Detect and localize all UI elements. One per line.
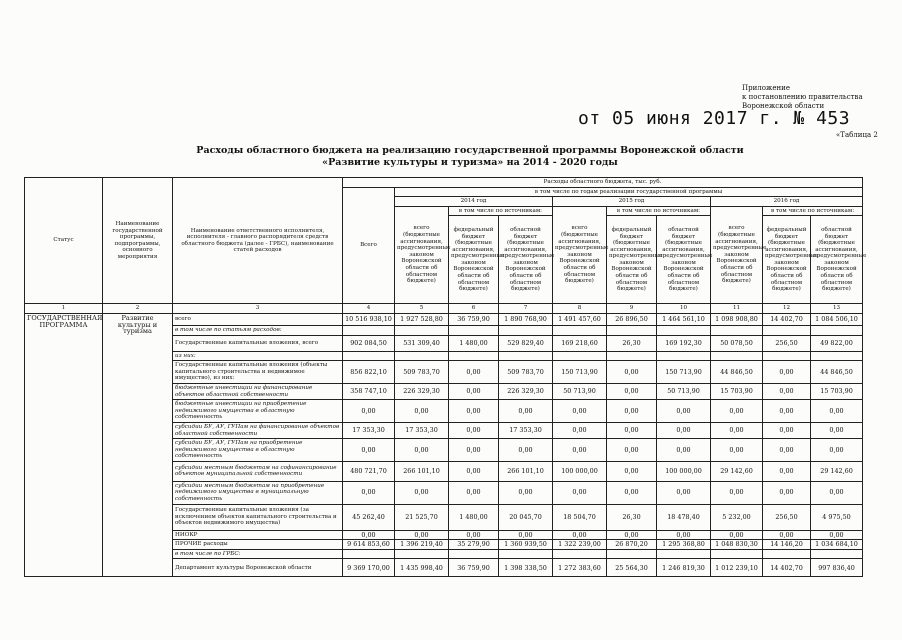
col-header-federal: федеральный бюджет (бюджетные ассигнования, предусмотренные законом Воронежской области об областном бюджете) <box>763 216 811 304</box>
value-cell: 0,00 <box>499 400 553 423</box>
value-cell: 0,00 <box>553 422 607 438</box>
value-cell: 15 703,90 <box>711 383 763 399</box>
value-cell: 26,30 <box>607 335 657 351</box>
expenses-table <box>24 177 867 577</box>
value-cell <box>343 549 395 559</box>
value-cell: 14 402,70 <box>763 313 811 325</box>
value-cell <box>499 325 553 335</box>
value-cell: 0,00 <box>607 439 657 462</box>
row-label: в том числе по ГРБС: <box>173 549 343 559</box>
col-header-regional: областной бюджет (бюджетные ассигнования, предусмотренные законом Воронежской области об областном бюджете) <box>811 216 863 304</box>
value-cell: 256,50 <box>763 335 811 351</box>
row-label: субсидии местным бюджетам на софинансирование объектов муниципальной собственности <box>173 461 343 481</box>
value-cell <box>811 549 863 559</box>
value-cell: 856 822,10 <box>343 361 395 384</box>
value-cell: 0,00 <box>763 439 811 462</box>
value-cell: 169 192,30 <box>657 335 711 351</box>
value-cell <box>657 549 711 559</box>
value-cell: 1 360 939,50 <box>499 540 553 550</box>
col-header-expenses: Расходы областного бюджета, тыс. руб. <box>343 178 863 188</box>
value-cell <box>811 351 863 361</box>
value-cell: 1 435 998,40 <box>395 559 449 577</box>
value-cell <box>343 351 395 361</box>
value-cell: 0,00 <box>395 481 449 504</box>
appendix-line: к постановлению правительства <box>742 93 863 101</box>
value-cell: 17 353,30 <box>499 422 553 438</box>
row-label: Государственные капитальные вложения (за исключением объектов капитального строительства и объектов недвижимого имущества) <box>173 504 343 530</box>
column-number: 12 <box>763 304 811 314</box>
value-cell: 0,00 <box>711 400 763 423</box>
value-cell: 1 491 457,60 <box>553 313 607 325</box>
col-header-executor: Наименование ответственного исполнителя, исполнителя - главного распорядителя средств областного бюджета (далее - ГРБС), наименование статей расходов <box>173 178 343 304</box>
value-cell: 18 504,70 <box>553 504 607 530</box>
col-header-by-sources: в том числе по источникам: <box>449 206 553 216</box>
value-cell: 44 846,50 <box>811 361 863 384</box>
value-cell: 0,00 <box>763 530 811 540</box>
value-cell: 0,00 <box>711 530 763 540</box>
column-number: 7 <box>499 304 553 314</box>
value-cell: 0,00 <box>449 383 499 399</box>
col-header-year-2015: 2015 год <box>553 197 711 207</box>
value-cell: 0,00 <box>553 439 607 462</box>
decree-date: от 05 июня 2017 г. № 453 <box>578 108 851 129</box>
column-number: 10 <box>657 304 711 314</box>
value-cell: 0,00 <box>395 400 449 423</box>
column-number: 5 <box>395 304 449 314</box>
value-cell: 17 353,30 <box>343 422 395 438</box>
value-cell: 0,00 <box>607 481 657 504</box>
value-cell: 5 232,00 <box>711 504 763 530</box>
value-cell: 50 078,50 <box>711 335 763 351</box>
col-header-regional: областной бюджет (бюджетные ассигнования, предусмотренные законом Воронежской области об областном бюджете) <box>657 216 711 304</box>
program-name: Развитие культуры и туризма <box>103 313 173 576</box>
column-number: 11 <box>711 304 763 314</box>
value-cell: 14 402,70 <box>763 559 811 577</box>
value-cell: 26 896,50 <box>607 313 657 325</box>
value-cell: 0,00 <box>449 481 499 504</box>
value-cell: 531 309,40 <box>395 335 449 351</box>
value-cell: 1 322 239,00 <box>553 540 607 550</box>
value-cell <box>607 549 657 559</box>
value-cell: 0,00 <box>607 361 657 384</box>
value-cell: 0,00 <box>811 530 863 540</box>
value-cell: 18 478,40 <box>657 504 711 530</box>
value-cell: 1 034 684,10 <box>811 540 863 550</box>
row-label: в том числе по статьям расходов: <box>173 325 343 335</box>
value-cell: 1 098 908,80 <box>711 313 763 325</box>
value-cell: 1 246 819,30 <box>657 559 711 577</box>
value-cell: 358 747,10 <box>343 383 395 399</box>
value-cell: 256,50 <box>763 504 811 530</box>
value-cell: 0,00 <box>711 439 763 462</box>
value-cell: 26,30 <box>607 504 657 530</box>
value-cell: 997 836,40 <box>811 559 863 577</box>
col-header-name: Наименование государственной программы, подпрограммы, основного мероприятия <box>103 178 173 304</box>
value-cell <box>607 351 657 361</box>
value-cell: 0,00 <box>763 422 811 438</box>
col-header-federal: федеральный бюджет (бюджетные ассигнования, предусмотренные законом Воронежской области об областном бюджете) <box>607 216 657 304</box>
value-cell <box>711 325 763 335</box>
col-header-by-sources: в том числе по источникам: <box>607 206 711 216</box>
value-cell: 0,00 <box>553 481 607 504</box>
value-cell: 0,00 <box>811 481 863 504</box>
value-cell: 150 713,90 <box>657 361 711 384</box>
value-cell <box>763 549 811 559</box>
value-cell: 100 000,00 <box>657 461 711 481</box>
column-number: 1 <box>25 304 103 314</box>
value-cell: 150 713,90 <box>553 361 607 384</box>
appendix-line: Приложение <box>742 84 790 92</box>
value-cell: 480 721,70 <box>343 461 395 481</box>
value-cell: 0,00 <box>657 400 711 423</box>
value-cell: 50 713,90 <box>657 383 711 399</box>
value-cell <box>449 351 499 361</box>
row-label: Департамент культуры Воронежской области <box>173 559 343 577</box>
value-cell: 0,00 <box>607 461 657 481</box>
value-cell <box>395 549 449 559</box>
value-cell <box>343 325 395 335</box>
value-cell: 169 218,60 <box>553 335 607 351</box>
value-cell: 1 048 830,30 <box>711 540 763 550</box>
value-cell: 26 870,20 <box>607 540 657 550</box>
value-cell: 17 353,30 <box>395 422 449 438</box>
col-header-year-2016: 2016 год <box>711 197 863 207</box>
value-cell <box>763 325 811 335</box>
value-cell: 1 480,00 <box>449 335 499 351</box>
value-cell: 1 012 239,10 <box>711 559 763 577</box>
value-cell <box>657 351 711 361</box>
value-cell: 0,00 <box>449 461 499 481</box>
col-header-regional: областной бюджет (бюджетные ассигнования, предусмотренные законом Воронежской области об областном бюджете) <box>499 216 553 304</box>
value-cell: 35 279,90 <box>449 540 499 550</box>
value-cell: 902 084,50 <box>343 335 395 351</box>
value-cell: 0,00 <box>343 481 395 504</box>
value-cell: 1 295 368,80 <box>657 540 711 550</box>
row-label: Государственные капитальные вложения, всего <box>173 335 343 351</box>
value-cell: 1 927 528,80 <box>395 313 449 325</box>
value-cell: 0,00 <box>711 481 763 504</box>
value-cell: 14 146,20 <box>763 540 811 550</box>
column-number: 13 <box>811 304 863 314</box>
value-cell: 29 142,60 <box>711 461 763 481</box>
value-cell: 226 329,30 <box>499 383 553 399</box>
row-label: бюджетные инвестиции на приобретение недвижимого имущества в областную собственность <box>173 400 343 423</box>
value-cell: 20 045,70 <box>499 504 553 530</box>
value-cell: 10 516 938,10 <box>343 313 395 325</box>
value-cell: 4 975,50 <box>811 504 863 530</box>
column-numbers-row <box>25 304 863 314</box>
value-cell <box>499 549 553 559</box>
value-cell: 0,00 <box>395 530 449 540</box>
title-line: Расходы областного бюджета на реализацию государственной программы Воронежской области <box>196 145 744 156</box>
value-cell: 45 262,40 <box>343 504 395 530</box>
value-cell: 0,00 <box>607 530 657 540</box>
value-cell: 0,00 <box>449 439 499 462</box>
value-cell: 0,00 <box>607 383 657 399</box>
value-cell: 509 783,70 <box>395 361 449 384</box>
value-cell: 0,00 <box>811 422 863 438</box>
col-header-total: Всего <box>343 187 395 304</box>
value-cell: 0,00 <box>607 400 657 423</box>
value-cell: 0,00 <box>763 400 811 423</box>
value-cell: 15 703,90 <box>811 383 863 399</box>
value-cell: 0,00 <box>449 361 499 384</box>
value-cell <box>449 325 499 335</box>
value-cell <box>607 325 657 335</box>
program-status: ГОСУДАРСТВЕННАЯ ПРОГРАММА <box>25 313 103 576</box>
column-number: 4 <box>343 304 395 314</box>
value-cell: 0,00 <box>343 530 395 540</box>
table-row <box>25 313 863 325</box>
row-label: НИОКР <box>173 530 343 540</box>
col-header-year-total: всего (бюджетные ассигнования, предусмотренные законом Воронежской области об областном бюджете) <box>553 206 607 304</box>
value-cell: 0,00 <box>607 422 657 438</box>
value-cell: 49 822,00 <box>811 335 863 351</box>
table-number: «Таблица 2 <box>836 131 878 139</box>
column-number: 8 <box>553 304 607 314</box>
value-cell: 1 890 768,90 <box>499 313 553 325</box>
value-cell <box>395 351 449 361</box>
col-header-federal: федеральный бюджет (бюджетные ассигнования, предусмотренные законом Воронежской области об областном бюджете) <box>449 216 499 304</box>
value-cell: 36 759,90 <box>449 313 499 325</box>
document-title <box>150 145 790 169</box>
value-cell: 226 329,30 <box>395 383 449 399</box>
value-cell: 0,00 <box>811 400 863 423</box>
value-cell: 36 759,90 <box>449 559 499 577</box>
value-cell: 9 614 853,60 <box>343 540 395 550</box>
value-cell: 0,00 <box>343 400 395 423</box>
value-cell <box>553 549 607 559</box>
value-cell: 0,00 <box>449 400 499 423</box>
value-cell: 1 084 506,10 <box>811 313 863 325</box>
column-number: 3 <box>173 304 343 314</box>
value-cell: 0,00 <box>499 481 553 504</box>
column-number: 2 <box>103 304 173 314</box>
row-label: субсидии местным бюджетам на приобретение недвижимого имущества в муниципальную собственность <box>173 481 343 504</box>
value-cell: 0,00 <box>763 461 811 481</box>
value-cell <box>657 325 711 335</box>
value-cell: 100 000,00 <box>553 461 607 481</box>
value-cell <box>395 325 449 335</box>
value-cell: 509 783,70 <box>499 361 553 384</box>
col-header-year-total: всего (бюджетные ассигнования, предусмотренные законом Воронежской области об областном бюджете) <box>711 206 763 304</box>
value-cell: 0,00 <box>763 481 811 504</box>
row-label: ПРОЧИЕ расходы <box>173 540 343 550</box>
value-cell: 1 464 561,10 <box>657 313 711 325</box>
value-cell: 0,00 <box>449 530 499 540</box>
appendix-note <box>742 84 892 111</box>
value-cell <box>553 325 607 335</box>
value-cell <box>763 351 811 361</box>
value-cell: 0,00 <box>553 530 607 540</box>
value-cell: 0,00 <box>657 439 711 462</box>
row-label: из них: <box>173 351 343 361</box>
value-cell: 0,00 <box>343 439 395 462</box>
value-cell: 266 101,10 <box>395 461 449 481</box>
value-cell: 1 398 338,50 <box>499 559 553 577</box>
value-cell: 0,00 <box>499 530 553 540</box>
value-cell: 0,00 <box>395 439 449 462</box>
value-cell <box>499 351 553 361</box>
row-label: субсидии БУ, АУ, ГУПам на финансирование объектов областной собственности <box>173 422 343 438</box>
value-cell <box>711 549 763 559</box>
value-cell: 1 396 219,40 <box>395 540 449 550</box>
appendix-line: Воронежской области <box>742 102 825 110</box>
value-cell: 0,00 <box>763 383 811 399</box>
value-cell: 0,00 <box>553 400 607 423</box>
value-cell: 44 846,50 <box>711 361 763 384</box>
value-cell: 0,00 <box>711 422 763 438</box>
title-line: «Развитие культуры и туризма» на 2014 - 2020 годы <box>322 157 618 168</box>
column-number: 6 <box>449 304 499 314</box>
value-cell: 0,00 <box>449 422 499 438</box>
row-label: бюджетные инвестиции на финансирование объектов областной собственности <box>173 383 343 399</box>
value-cell: 9 369 170,00 <box>343 559 395 577</box>
row-label: всего <box>173 313 343 325</box>
col-header-year-total: всего (бюджетные ассигнования, предусмотренные законом Воронежской области об областном бюджете) <box>395 206 449 304</box>
value-cell: 0,00 <box>657 422 711 438</box>
col-header-year-2014: 2014 год <box>395 197 553 207</box>
value-cell: 1 272 383,60 <box>553 559 607 577</box>
value-cell: 25 564,30 <box>607 559 657 577</box>
value-cell <box>553 351 607 361</box>
value-cell: 50 713,90 <box>553 383 607 399</box>
value-cell: 0,00 <box>763 361 811 384</box>
value-cell: 529 829,40 <box>499 335 553 351</box>
column-number: 9 <box>607 304 657 314</box>
value-cell <box>811 325 863 335</box>
col-header-by-sources: в том числе по источникам: <box>763 206 863 216</box>
value-cell: 0,00 <box>811 439 863 462</box>
col-header-by-years: в том числе по годам реализации государственной программы <box>395 187 863 197</box>
row-label: Государственные капитальные вложения (объекты капитального строительства и недвижимое имущество), из них: <box>173 361 343 384</box>
value-cell <box>711 351 763 361</box>
value-cell: 0,00 <box>499 439 553 462</box>
value-cell: 266 101,10 <box>499 461 553 481</box>
value-cell: 0,00 <box>657 481 711 504</box>
value-cell: 21 525,70 <box>395 504 449 530</box>
value-cell: 29 142,60 <box>811 461 863 481</box>
value-cell: 1 480,00 <box>449 504 499 530</box>
value-cell <box>449 549 499 559</box>
col-header-status: Статус <box>25 178 103 304</box>
value-cell: 0,00 <box>657 530 711 540</box>
row-label: субсидии БУ, АУ, ГУПам на приобретение недвижимого имущества в областную собственность <box>173 439 343 462</box>
